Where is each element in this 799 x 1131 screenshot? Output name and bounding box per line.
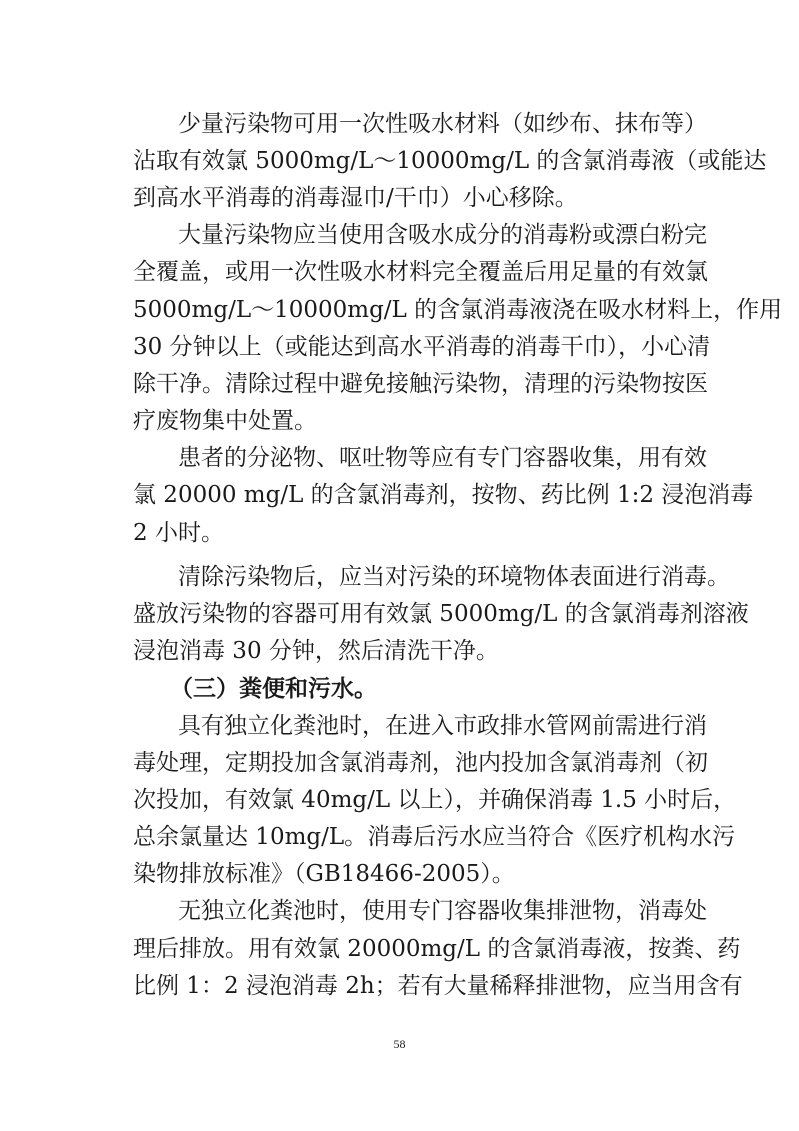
paragraph-5-line-4: 总余氯量达 10mg/L。消毒后污水应当符合《医疗机构水污 — [133, 824, 736, 850]
paragraph-1-line-3: 到高水平消毒的消毒湿巾/干巾）小心移除。 — [133, 185, 578, 211]
paragraph-2-line-3: 5000mg/L～10000mg/L 的含氯消毒液浇在吸水材料上，作用 — [133, 297, 783, 323]
page-number: 58 — [393, 1037, 406, 1051]
paragraph-6-line-2: 理后排放。用有效氯 20000mg/L 的含氯消毒液，按粪、药 — [133, 936, 741, 962]
paragraph-4-line-2: 盛放污染物的容器可用有效氯 5000mg/L 的含氯消毒剂溶液 — [133, 601, 749, 627]
paragraph-2-line-4: 30 分钟以上（或能达到高水平消毒的消毒干巾），小心清 — [133, 334, 711, 360]
paragraph-5-line-1: 具有独立化粪池时，在进入市政排水管网前需进行消 — [178, 713, 707, 739]
paragraph-1-line-2: 沾取有效氯 5000mg/L～10000mg/L 的含氯消毒液（或能达 — [133, 148, 767, 174]
paragraph-3-line-2: 氯 20000 mg/L 的含氯消毒剂，按物、药比例 1:2 浸泡消毒 — [133, 482, 754, 508]
paragraph-2-line-1: 大量污染物应当使用含吸水成分的消毒粉或漂白粉完 — [178, 222, 707, 248]
paragraph-6-line-1: 无独立化粪池时，使用专门容器收集排泄物，消毒处 — [178, 898, 707, 924]
paragraph-5-line-3: 次投加，有效氯 40mg/L 以上），并确保消毒 1.5 小时后， — [133, 787, 737, 813]
paragraph-5-line-2: 毒处理，定期投加含氯消毒剂，池内投加含氯消毒剂（初 — [133, 750, 708, 776]
section-heading: （三）粪便和污水。 — [170, 675, 377, 702]
paragraph-2-line-2: 全覆盖，或用一次性吸水材料完全覆盖后用足量的有效氯 — [133, 259, 708, 285]
paragraph-4-line-3: 浸泡消毒 30 分钟，然后清洗干净。 — [133, 638, 499, 664]
paragraph-3-line-1: 患者的分泌物、呕吐物等应有专门容器收集，用有效 — [178, 445, 707, 471]
paragraph-5-line-5: 染物排放标准》（GB18466-2005）。 — [133, 861, 515, 887]
paragraph-1-line-1: 少量污染物可用一次性吸水材料（如纱布、抹布等） — [178, 111, 707, 137]
paragraph-3-line-3: 2 小时。 — [133, 520, 224, 546]
paragraph-2-line-6: 疗废物集中处置。 — [133, 408, 317, 434]
paragraph-6-line-3: 比例 1：2 浸泡消毒 2h；若有大量稀释排泄物，应当用含有 — [133, 973, 743, 999]
paragraph-2-line-5: 除干净。清除过程中避免接触污染物，清理的污染物按医 — [133, 371, 708, 397]
paragraph-4-line-1: 清除污染物后，应当对污染的环境物体表面进行消毒。 — [178, 564, 730, 590]
